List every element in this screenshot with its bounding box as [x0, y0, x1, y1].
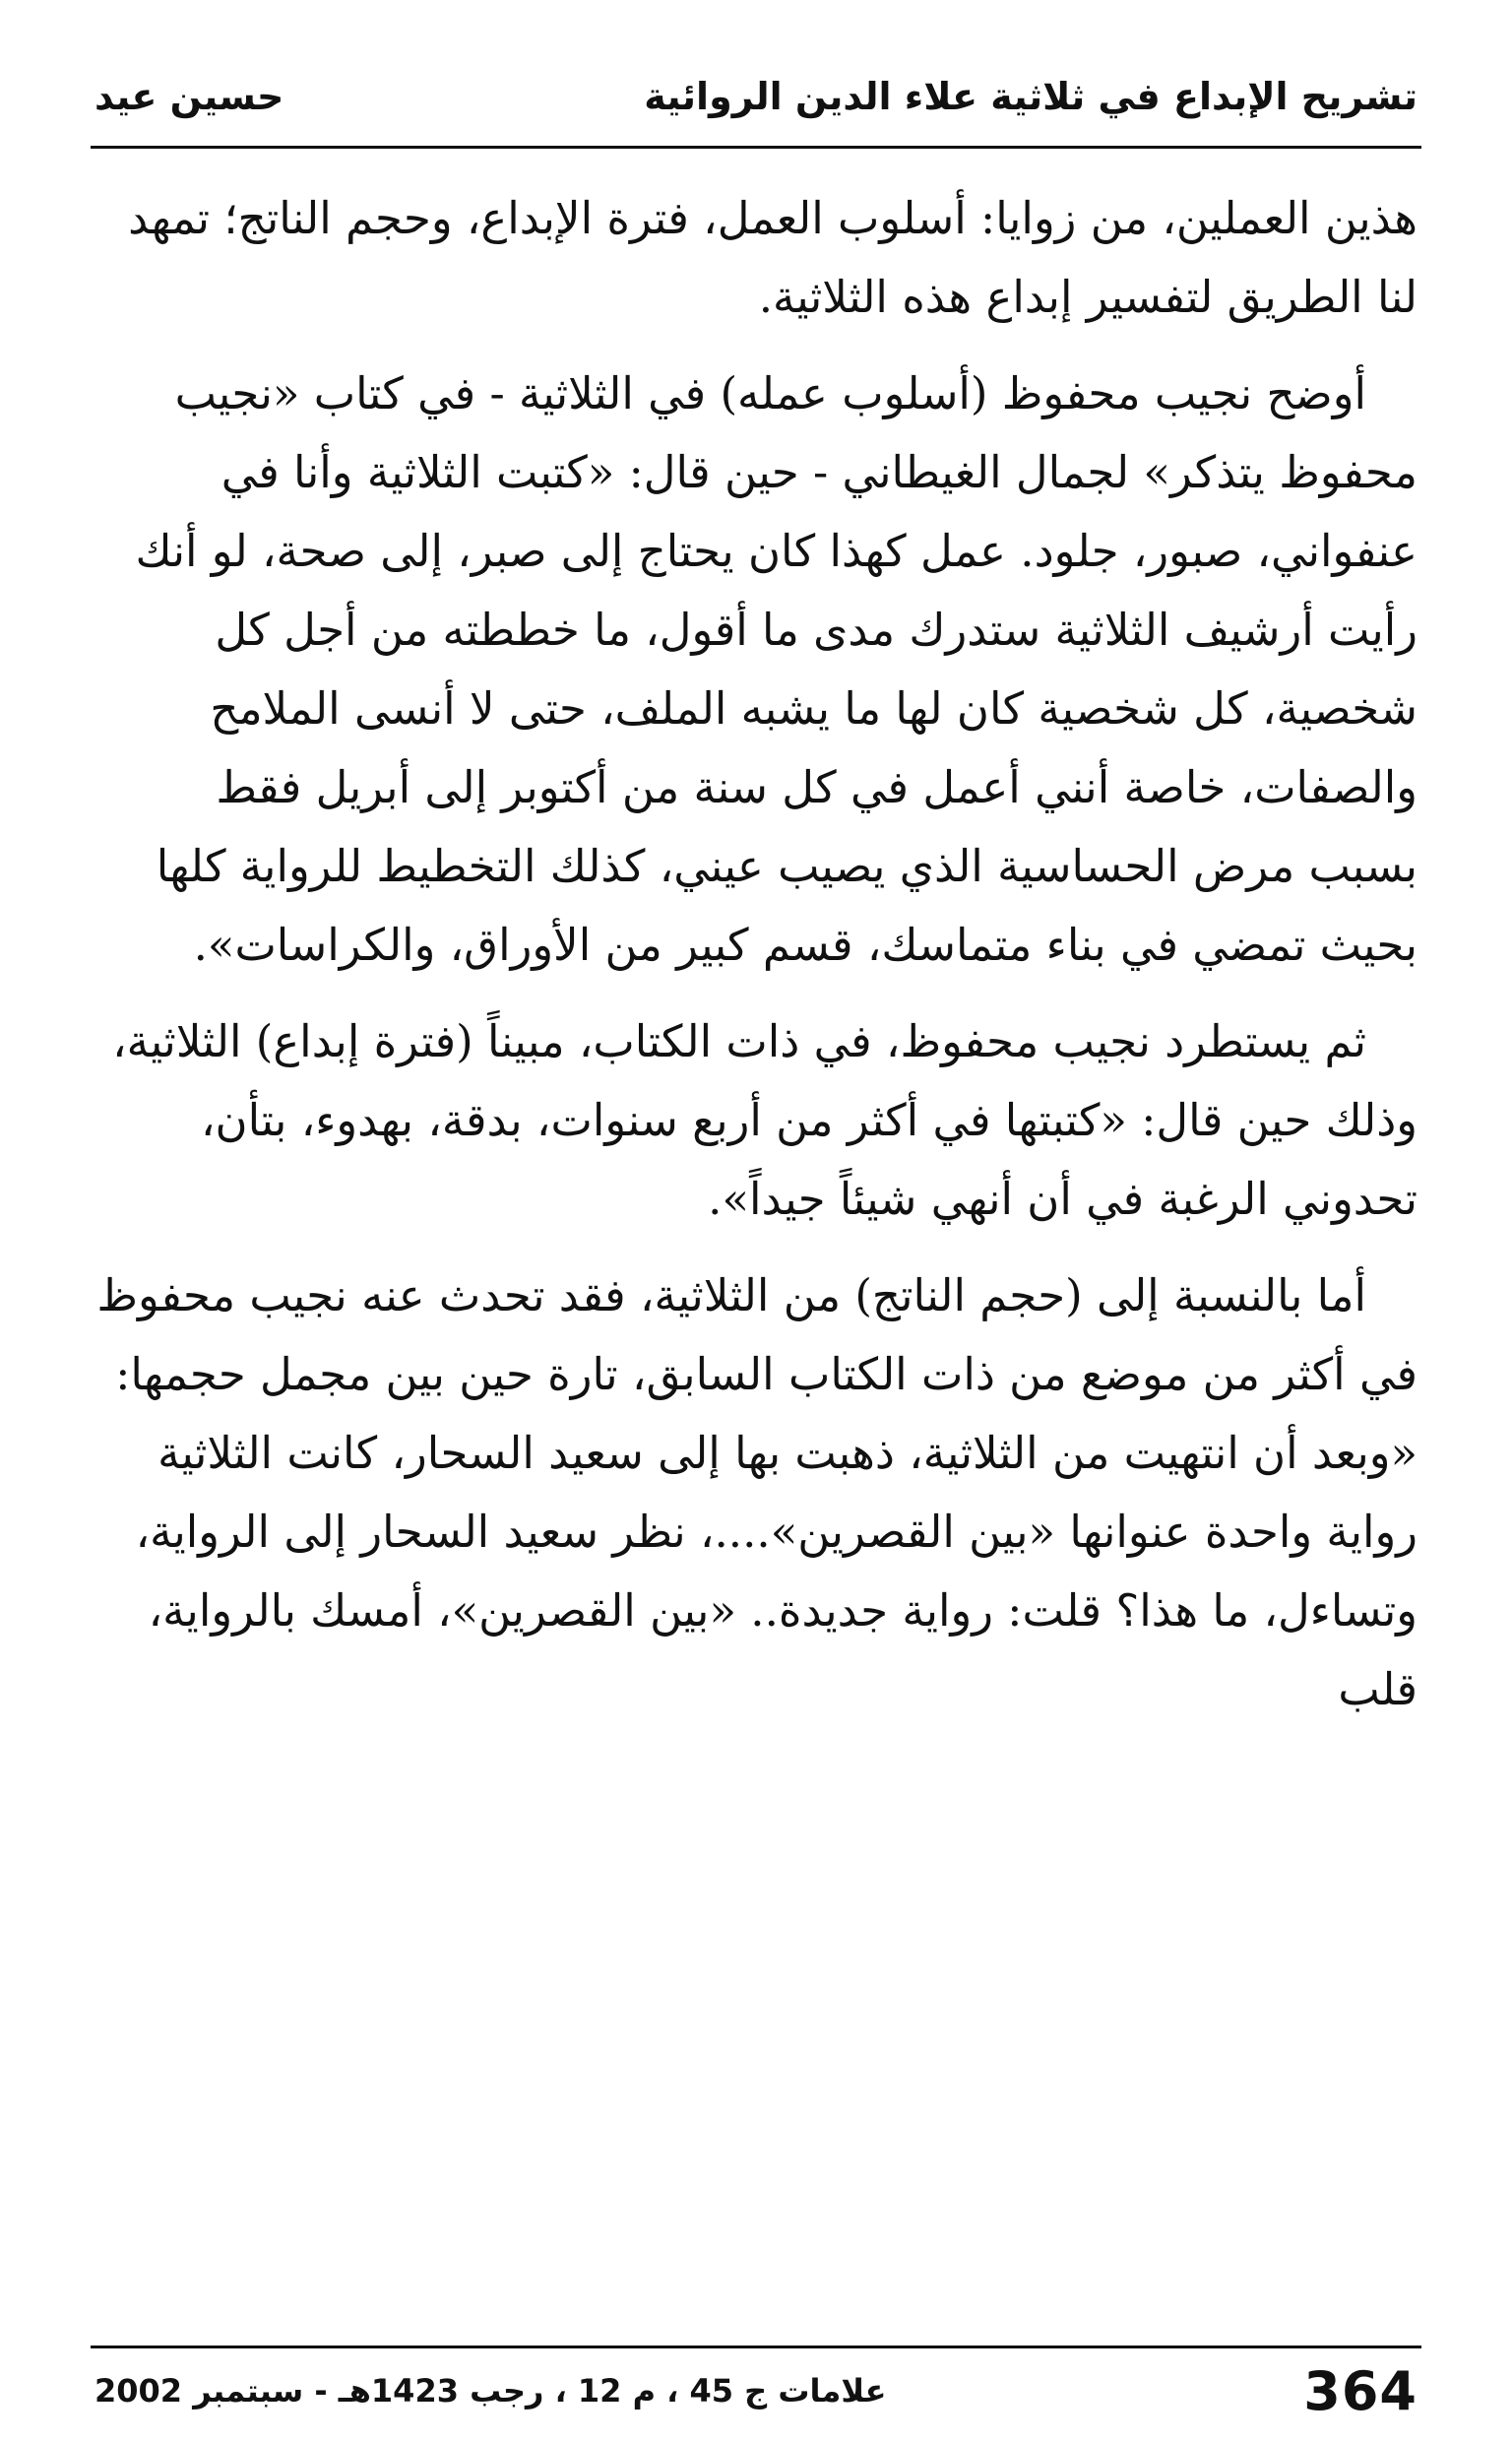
page-number: 364 — [1303, 2359, 1418, 2422]
article-body — [94, 179, 1418, 1729]
paragraph-1: هذين العملين، من زوايا: أسلوب العمل، فترة الإبداع، وحجم الناتج؛ تمهد لنا الطريق لتفسير إبداع هذه الثلاثية. — [128, 192, 1418, 323]
article-title: تشريح الإبداع في ثلاثية علاء الدين الروائية — [644, 75, 1418, 118]
running-header — [94, 57, 1418, 136]
paragraph-2: أوضح نجيب محفوظ (أسلوب عمله) في الثلاثية - في كتاب «نجيب محفوظ يتذكر» لجمال الغيطاني - حين قال: «كتبت الثلاثية وأنا في عنفواني، صبور، جلود. عمل كهذا كان يحتاج إلى صبر، إلى صحة، لو أنك رأيت أرشيف الثلاثية ستدرك مدى ما أقول، ما خططته من أجل كل شخصية، كل شخصية كان لها ما يشبه الملف، حتى لا أنسى الملامح والصفات، خاصة أنني أعمل في كل سنة من أكتوبر إلى أبريل فقط بسبب مرض الحساسية الذي يصيب عيني، كذلك التخطيط للرواية كلها بحيث تمضي في بناء متماسك، قسم كبير من الأوراق، والكراسات». — [135, 367, 1418, 971]
page-footer — [94, 2359, 1418, 2422]
header-rule — [91, 146, 1421, 149]
footer-rule — [91, 2346, 1421, 2348]
journal-info: علامات ج 45 ، م 12 ، رجب 1423هـ - سبتمبر 2002 — [94, 2372, 887, 2410]
author-name: حسين عيد — [94, 75, 284, 118]
paragraph-4: أما بالنسبة إلى (حجم الناتج) من الثلاثية، فقد تحدث عنه نجيب محفوظ في أكثر من موضع من ذات الكتاب السابق، تارة حين بين مجمل حجمها: «وبعد أن انتهيت من الثلاثية، ذهبت بها إلى سعيد السحار، كانت الثلاثية رواية واحدة عنوانها «بين القصرين»....، نظر سعيد السحار إلى الرواية، وتساءل، ما هذا؟ قلت: رواية جديدة.. «بين القصرين»، أمسك بالرواية، قلب — [96, 1269, 1418, 1715]
paragraph-3: ثم يستطرد نجيب محفوظ، في ذات الكتاب، مبيناً (فترة إبداع) الثلاثية، وذلك حين قال: «كتبتها في أكثر من أربع سنوات، بدقة، بهدوء، بتأن، تحدوني الرغبة في أن أنهي شيئاً جيداً». — [112, 1015, 1418, 1225]
